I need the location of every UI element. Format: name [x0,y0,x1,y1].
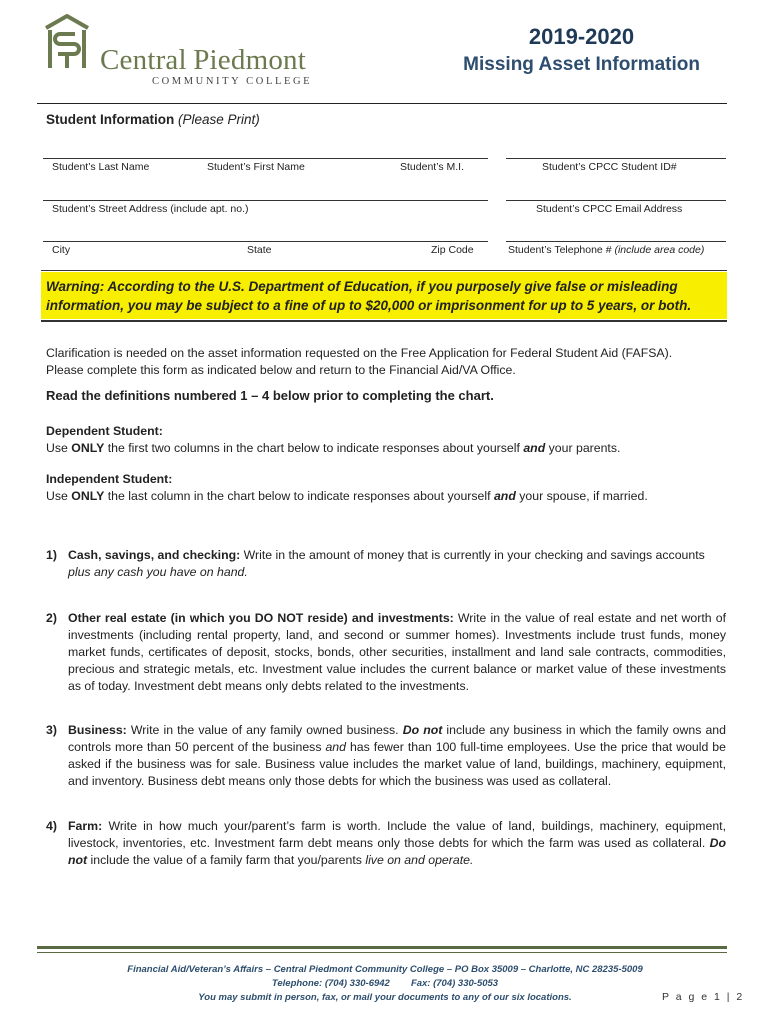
phone-field-line[interactable] [506,241,726,242]
definition-2: 2) Other real estate (in which you DO NOT reside) and investments: Write in the value of real estate and net worth of investments (including rental property, land, and second or summer homes). Investments include trust funds, money market funds, certificates of deposit, stocks, bonds, other securities, installment and land sale contracts, commodities, precious and strategic metals, etc. Investment value includes the current balance or market value of these investments as of today. Investment debt means only debts related to the investments. [46,611,726,693]
college-subtitle: COMMUNITY COLLEGE [152,76,313,87]
mi-label: Student’s M.I. [400,161,465,173]
footer-address: Financial Aid/Veteran’s Affairs – Central Piedmont Community College – PO Box 35009 – Charlotte, NC 28235-5009 [127,964,643,975]
footer-phone-fax: Telephone: (704) 330-6942 Fax: (704) 330-5053 [271,978,499,989]
clarification-text: Clarification is needed on the asset information requested on the Free Application for Federal Student Aid (FAFSA). Please complete this form as indicated below and return to the Financial Aid/VA Office. [46,346,673,377]
form-title: Missing Asset Information [463,54,700,75]
independent-student-title: Independent Student: [46,472,173,486]
footer-rule-thick [37,946,727,949]
state-label: State [247,244,272,256]
last-name-label: Student’s Last Name [52,161,150,173]
student-id-field-line[interactable] [506,158,726,159]
footer-submit-note: You may submit in person, fax, or mail your documents to any of our six locations. [198,992,572,1003]
name-field-line[interactable] [43,158,488,159]
dependent-student-text: Use ONLY the first two columns in the chart below to indicate responses about yourself and your parents. [46,440,621,455]
zip-label: Zip Code [431,244,474,256]
college-logo-icon [42,14,92,70]
read-definitions-heading: Read the definitions numbered 1 – 4 below prior to completing the chart. [46,388,494,403]
definition-3: 3) Business: Write in the value of any family owned business. Do not include any business in which the family owns and controls more than 50 percent of the business and has fewer than 100 full-time employees. Use the price that would be asked if the business was for sale. Business value includes the market value of land, buildings, machinery, equipment, and inventory. Business debt means only those debts for which the business was used as collateral. [46,723,726,788]
phone-label: Student’s Telephone # (include area code) [508,244,705,256]
header-divider [37,103,727,104]
first-name-label: Student’s First Name [207,161,305,173]
college-name: Central Piedmont [100,44,306,76]
footer-rule-thin [37,952,727,953]
student-id-label: Student’s CPCC Student ID# [542,161,677,173]
independent-student-text: Use ONLY the last column in the chart below to indicate responses about yourself and your spouse, if married. [46,488,648,503]
warning-bottom-rule [41,320,727,322]
address-field-line[interactable] [43,200,488,201]
page-number: P a g e 1 | 2 [662,991,745,1003]
student-info-heading: Student Information (Please Print) [46,112,260,127]
award-year: 2019-2020 [528,24,635,49]
warning-top-rule [41,270,727,271]
city-label: City [52,244,71,256]
dependent-student-block [46,423,736,456]
email-field-line[interactable] [506,200,726,201]
definition-1: 1) Cash, savings, and checking: Write in the amount of money that is currently in your checking and savings accounts plus any cash you have on hand. [46,548,705,579]
dependent-student-title: Dependent Student: [46,424,163,438]
independent-student-block [46,471,736,504]
warning-text: Warning: According to the U.S. Department of Education, if you purposely give false or misleading information, you may be subject to a fine of up to $20,000 or imprisonment for up to 5 years, or both. [46,279,692,313]
definition-4: 4) Farm: Write in how much your/parent’s farm is worth. Include the value of land, buildings, machinery, equipment, livestock, inventories, etc. Investment farm debt means only those debts for which the farm was used as collateral. Do not include the value of a family farm that you/parents live on and operate. [46,819,726,867]
address-label: Student’s Street Address (include apt. no.) [52,203,249,215]
email-label: Student’s CPCC Email Address [536,203,683,215]
city-state-zip-field-line[interactable] [43,241,488,242]
